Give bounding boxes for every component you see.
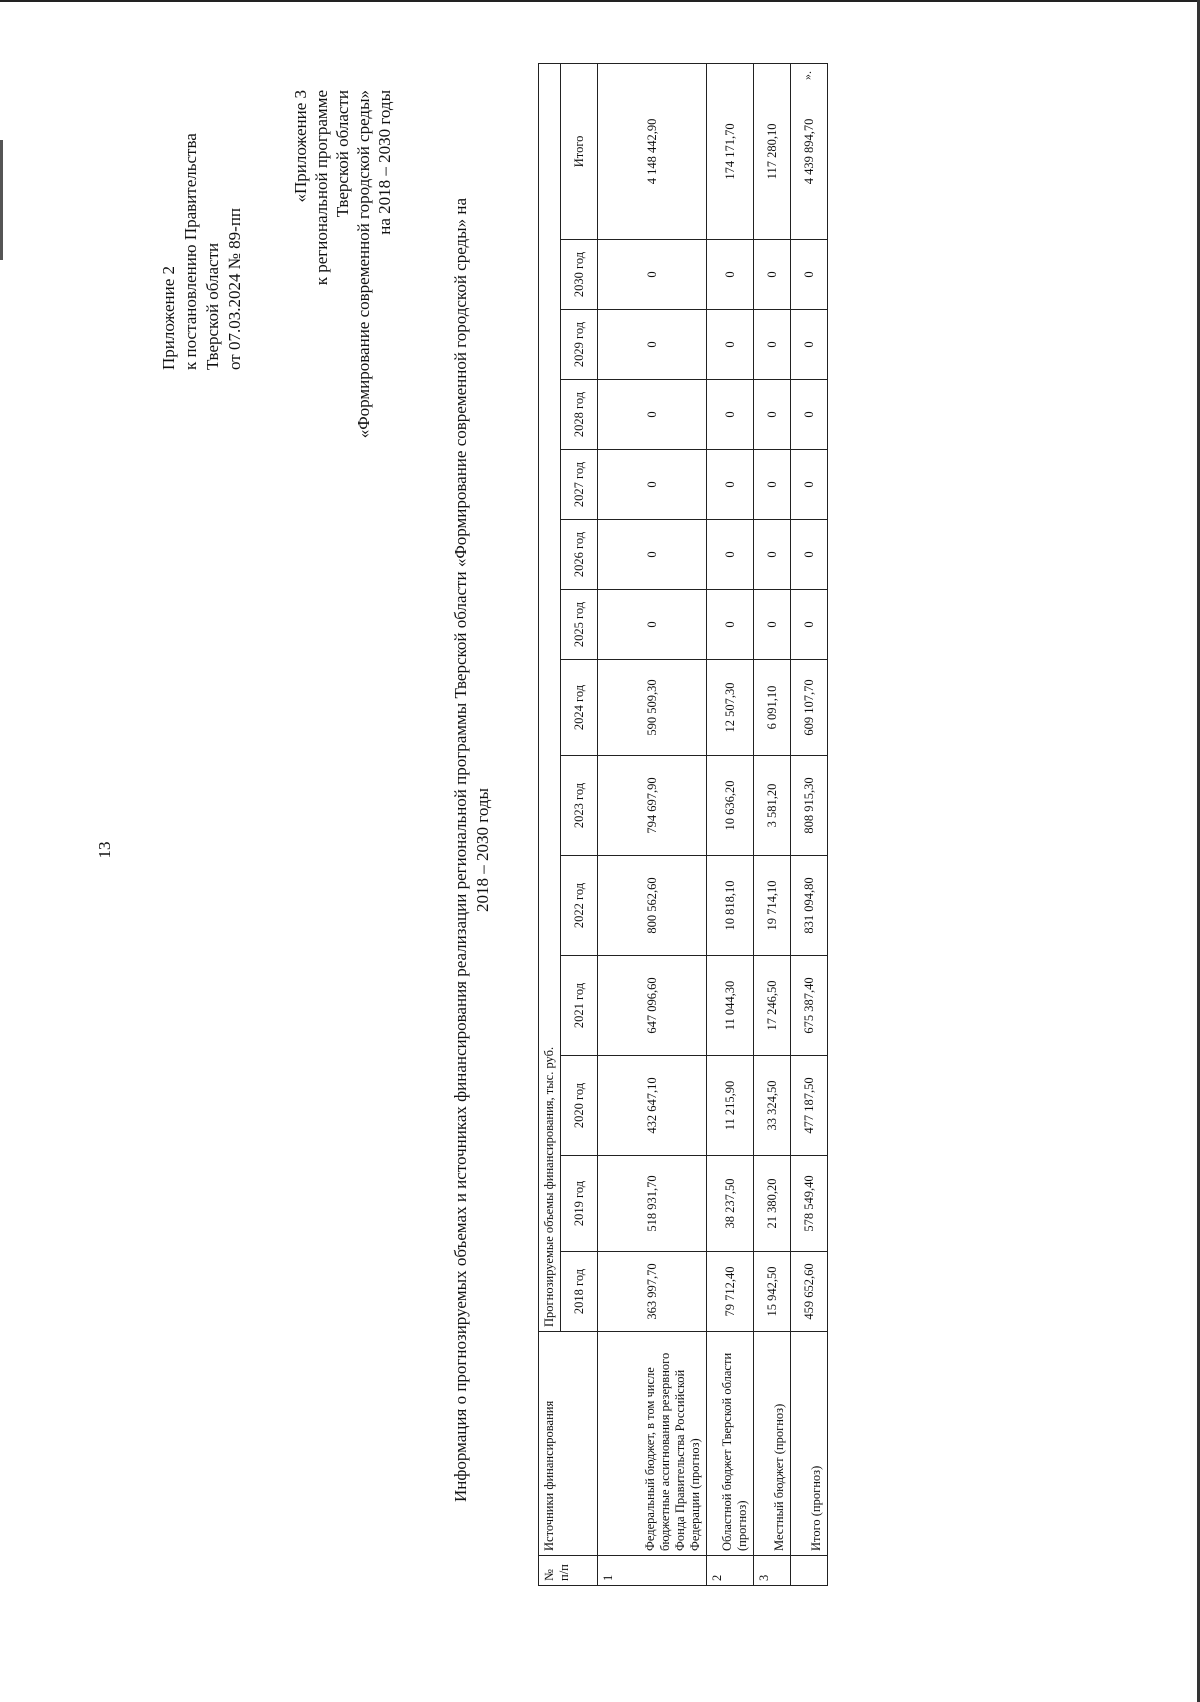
cell-value: 0 [791,590,828,660]
cell-value: 0 [754,450,791,520]
cell-value: 0 [754,590,791,660]
cell-value: 363 997,70 [598,1252,707,1332]
appendix-line: Тверской области [333,90,352,218]
table-row [754,63,791,1585]
cell-total: 4 439 894,70 [791,63,828,239]
cell-value: 79 712,40 [707,1252,754,1332]
cell-value: 0 [791,240,828,310]
appendix-block [290,90,395,690]
approval-line: Приложение 2 [159,266,178,370]
table-header-row [539,63,561,1585]
appendix-line: к региональной программе [312,90,331,286]
cell-value: 459 652,60 [791,1252,828,1332]
row-number [791,1556,828,1586]
cell-value: 21 380,20 [754,1156,791,1252]
cell-value: 800 562,60 [598,856,707,956]
header-financing-group: Прогнозируемые объемы финансирования, тыс. руб. [539,63,561,1331]
closing-quote-mark: ». [800,71,814,80]
cell-value: 0 [707,240,754,310]
cell-total: 4 148 442,90 [598,63,707,239]
scan-edge-left [0,140,3,260]
cell-value: 675 387,40 [791,956,828,1056]
header-year: 2024 год [561,660,598,756]
header-year: 2026 год [561,520,598,590]
row-number: 1 [598,1556,707,1586]
cell-value: 0 [707,520,754,590]
cell-value: 578 549,40 [791,1156,828,1252]
table-title-line: Информация о прогнозируемых объемах и источниках финансирования реализации региональной программы Тверской области «Формирование современной городской среды» на [451,198,470,1503]
cell-value: 19 714,10 [754,856,791,956]
cell-value: 11 215,90 [707,1056,754,1156]
cell-value: 11 044,30 [707,956,754,1056]
cell-value: 0 [791,520,828,590]
header-year: 2021 год [561,956,598,1056]
cell-value: 12 507,30 [707,660,754,756]
cell-value: 6 091,10 [754,660,791,756]
cell-value: 3 581,20 [754,756,791,856]
financing-table [538,63,828,1586]
cell-value: 0 [791,310,828,380]
table-row [707,63,754,1585]
cell-value: 0 [707,380,754,450]
cell-value: 0 [791,450,828,520]
appendix-line: «Приложение 3 [291,90,310,203]
cell-value: 609 107,70 [791,660,828,756]
row-source: Областной бюджет Тверской области (прогноз) [707,1332,754,1556]
header-source: Источники финансирования [539,1332,598,1556]
approval-block [158,40,246,370]
cell-value: 33 324,50 [754,1056,791,1156]
cell-value: 0 [598,380,707,450]
cell-value: 17 246,50 [754,956,791,1056]
row-number: 2 [707,1556,754,1586]
table-title-line: 2018 – 2030 годы [473,788,492,912]
header-year: 2018 год [561,1252,598,1332]
scan-edge-top [0,0,1200,2]
header-year: 2029 год [561,310,598,380]
cell-value: 518 931,70 [598,1156,707,1252]
header-year: 2028 год [561,380,598,450]
cell-value: 0 [707,590,754,660]
cell-value: 0 [707,450,754,520]
cell-value: 10 818,10 [707,856,754,956]
cell-value: 0 [754,240,791,310]
header-year: 2023 год [561,756,598,856]
cell-value: 10 636,20 [707,756,754,856]
appendix-line: на 2018 – 2030 годы [375,90,394,235]
row-source: Местный бюджет (прогноз) [754,1332,791,1556]
page-number: 13 [95,841,114,859]
cell-value: 477 187,50 [791,1056,828,1156]
header-year: 2027 год [561,450,598,520]
table-row [598,63,707,1585]
cell-value: 0 [754,380,791,450]
header-year: 2022 год [561,856,598,956]
header-year: 2019 год [561,1156,598,1252]
cell-value: 0 [754,520,791,590]
document-page [20,30,1180,1670]
approval-line: Тверской области [203,242,222,370]
cell-value: 0 [754,310,791,380]
cell-value: 15 942,50 [754,1252,791,1332]
appendix-line: «Формирование современной городской среды» [354,90,373,439]
table-title [450,30,494,1670]
cell-total: 174 171,70 [707,63,754,239]
cell-value: 794 697,90 [598,756,707,856]
row-source: Федеральный бюджет, в том числе бюджетные ассигнования резервного Фонда Правительства Российской Федерации (прогноз) [598,1332,707,1556]
row-source: Итого (прогноз) [791,1332,828,1556]
cell-value: 0 [598,310,707,380]
cell-total: 117 280,10 [754,63,791,239]
cell-value: 0 [707,310,754,380]
row-number: 3 [754,1556,791,1586]
cell-value: 432 647,10 [598,1056,707,1156]
header-year: 2030 год [561,240,598,310]
approval-line: от 07.03.2024 № 89-пп [225,207,244,370]
cell-value: 0 [598,240,707,310]
header-number: № п/п [539,1556,598,1586]
cell-value: 38 237,50 [707,1156,754,1252]
header-year: 2025 год [561,590,598,660]
cell-value: 808 915,30 [791,756,828,856]
approval-line: к постановлению Правительства [181,133,200,370]
cell-value: 647 096,60 [598,956,707,1056]
cell-value: 831 094,80 [791,856,828,956]
header-total: Итого [561,63,598,239]
cell-value: 590 509,30 [598,660,707,756]
header-year: 2020 год [561,1056,598,1156]
cell-value: 0 [598,590,707,660]
cell-value: 0 [598,520,707,590]
table-row-total [791,63,828,1585]
cell-value: 0 [598,450,707,520]
cell-value: 0 [791,380,828,450]
